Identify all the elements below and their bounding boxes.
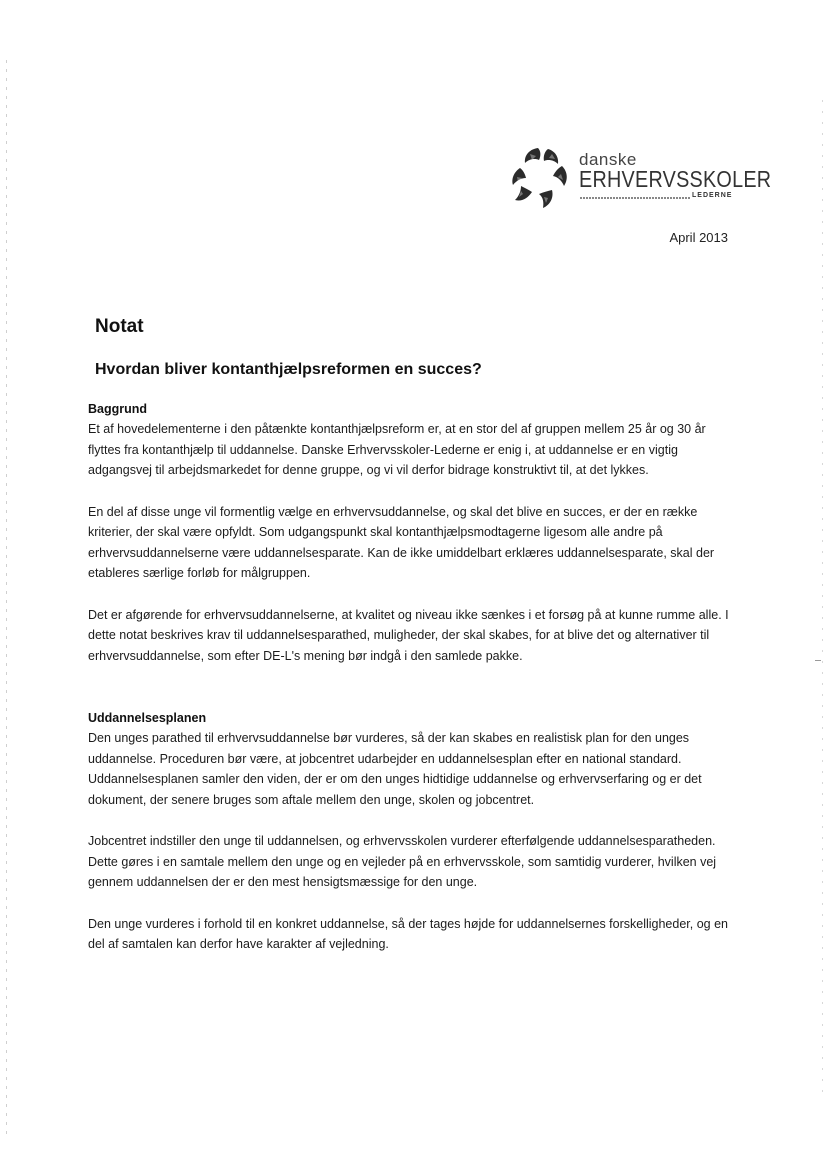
scan-artifact-left bbox=[6, 60, 7, 1140]
logo-main-text: ERHVERVSSKOLER bbox=[579, 166, 772, 192]
logo-dotted-line bbox=[580, 197, 690, 199]
document-body bbox=[88, 399, 733, 955]
paragraph: Den unges parathed til erhvervsuddannelse bør vurderes, så der kan skabes en realistisk plan for den unges uddannelse. Proceduren bør være, at jobcentret udarbejder en uddannelsesplan efter en national standard. Uddannelsesplanen samler den viden, der er om den unges hidtidige uddannelse og erhvervserfaring og er det dokument, der senere bruges som aftale mellem den unge, skolen og jobcentret. bbox=[88, 731, 702, 807]
section-heading: Uddannelsesplanen bbox=[88, 711, 207, 725]
logo-top-text: danske bbox=[579, 150, 637, 169]
paragraph: Et af hovedelementerne i den påtænkte kontanthjælpsreform er, at en stor del af gruppen mellem 25 år og 30 år flyttes fra kontanthjælp til uddannelse. Danske Erhvervsskoler-Lederne er enig i, at uddannelse er en vigtig adgangsvej til arbejdsmarkedet for denne gruppe, og vi vil derfor bidrage konstruktivt til, at det lykkes. bbox=[88, 422, 706, 477]
document-title: Notat bbox=[95, 316, 144, 337]
section-heading: Baggrund bbox=[88, 402, 148, 416]
paragraph: En del af disse unge vil formentlig vælge en erhvervsuddannelse, og skal det blive en succes, er der en række kriterier, der skal være opfyldt. Som udgangspunkt skal kontanthjælpsmodtagerne ligesom alle andre på erhvervsuddannelserne være uddannelsesparate. Kan de ikke umiddelbart erklæres uddannelsesparate, skal der etableres særlige forløb for målgruppen. bbox=[88, 504, 715, 580]
scan-artifact-right bbox=[822, 100, 823, 1100]
document-subtitle: Hvordan bliver kontanthjælpsreformen en succes? bbox=[95, 361, 482, 378]
scan-artifact-mark bbox=[815, 660, 821, 661]
paragraph: Jobcentret indstiller den unge til uddannelsen, og erhvervsskolen vurderer efterfølgende uddannelsesparatheden. Dette gøres i en samtale mellem den unge og en vejleder på en erhvervsskole, som samtidig vurderer, hvilken vej gennem uddannelsen der er den mest hensigtsmæssige for den unge. bbox=[88, 834, 717, 889]
star-flower-logo-icon bbox=[508, 146, 576, 210]
section-baggrund bbox=[88, 399, 733, 666]
logo-sub-text: LEDERNE bbox=[692, 192, 733, 199]
paragraph: Det er afgørende for erhvervsuddannelserne, at kvalitet og niveau ikke sænkes i et forsøg på at kunne rumme alle. I dette notat beskrives krav til uddannelsesparathed, muligheder, der skal skabes, for at blive det og alternativer til erhvervsuddannelse, som efter DE-L's mening bør indgå i den samlede pakke. bbox=[88, 607, 729, 663]
paragraph: Den unge vurderes i forhold til en konkret uddannelse, så der tages højde for uddannelsernes forskelligheder, og en del af samtalen kan derfor have karakter af vejledning. bbox=[88, 916, 728, 951]
document-date: April 2013 bbox=[669, 230, 728, 245]
organization-logo bbox=[508, 146, 772, 210]
section-uddannelsesplanen bbox=[88, 708, 733, 955]
